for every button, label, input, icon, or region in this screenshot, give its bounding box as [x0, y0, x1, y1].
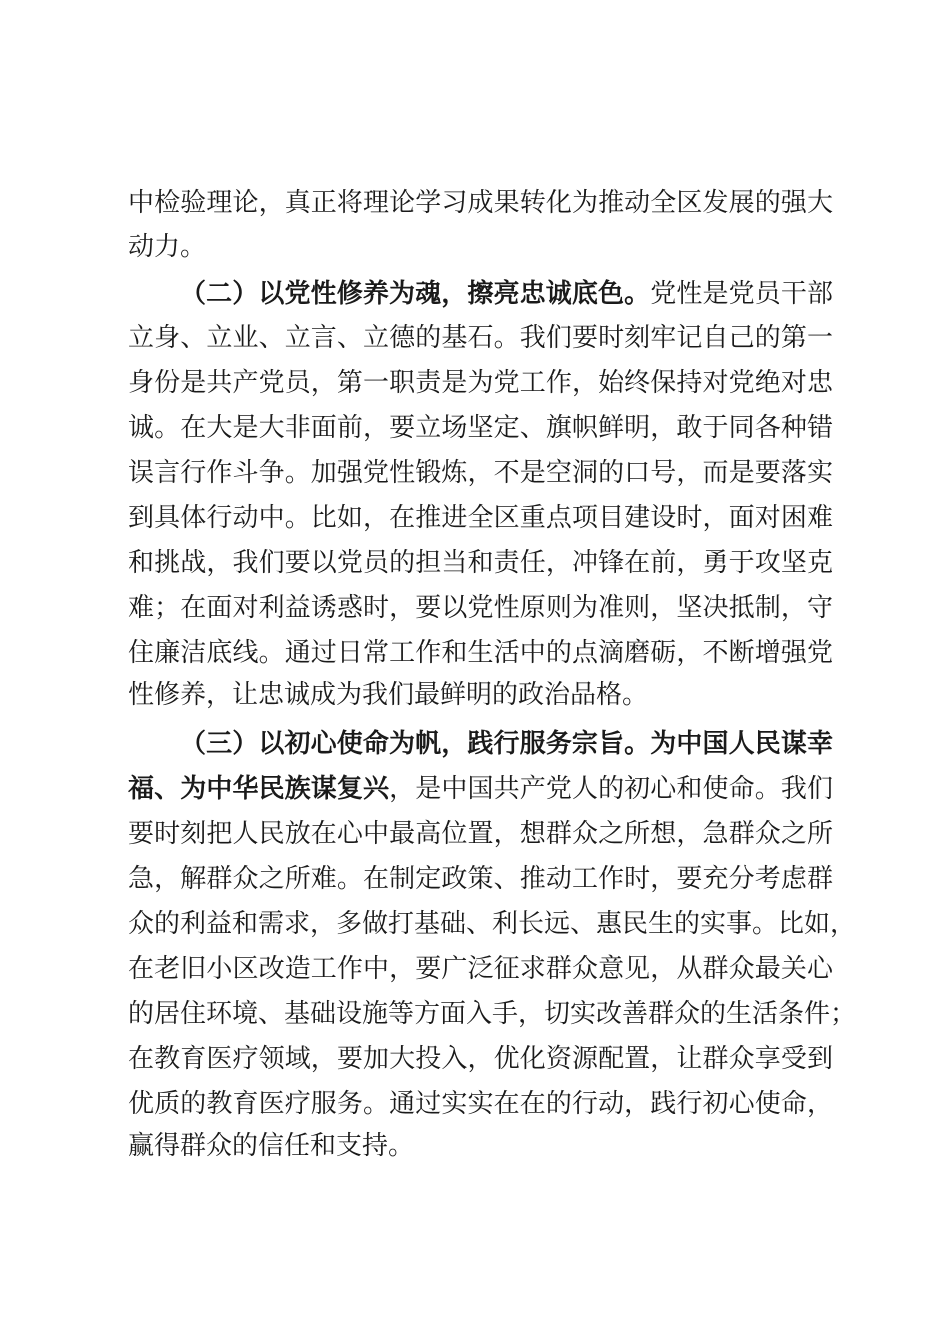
section-two-first-line: [180, 272, 833, 316]
section-three-heading: （三）以初心使命为帆，践行服务宗旨。为中国人民谋幸: [180, 729, 833, 759]
text-line: 中检验理论，真正将理论学习成果转化为推动全区发展的强大: [128, 188, 833, 218]
section-two-heading: （二）以党性修养为魂，擦亮忠诚底色。: [180, 279, 651, 309]
section-three-text: ，是中国共产党人的初心和使命。我们: [389, 774, 833, 804]
section-two-text: 党性是党员干部: [650, 279, 833, 309]
section-three-heading-cont: 福、为中华民族谋复兴: [128, 774, 390, 804]
text-line: 住廉洁底线。通过日常工作和生活中的点滴磨砺，不断增强党: [128, 638, 833, 668]
text-line: 诚。在大是大非面前，要立场坚定、旗帜鲜明，敢于同各种错: [128, 413, 833, 443]
section-three-second-line: [128, 767, 833, 811]
text-line: 动力。: [128, 232, 207, 262]
text-line: 赢得群众的信任和支持。: [128, 1131, 415, 1161]
text-line: 和挑战，我们要以党员的担当和责任，冲锋在前，勇于攻坚克: [128, 548, 833, 578]
text-line: 众的利益和需求，多做打基础、利长远、惠民生的实事。比如，: [128, 909, 857, 939]
text-line: 优质的教育医疗服务。通过实实在在的行动，践行初心使命，: [128, 1089, 833, 1119]
text-line: 误言行作斗争。加强党性锻炼，不是空洞的口号，而是要落实: [128, 458, 833, 488]
text-line: 的居住环境、基础设施等方面入手，切实改善群众的生活条件；: [128, 999, 857, 1029]
text-line: 在教育医疗领域，要加大投入，优化资源配置，让群众享受到: [128, 1044, 833, 1074]
text-line: 急，解群众之所难。在制定政策、推动工作时，要充分考虑群: [128, 864, 833, 894]
text-line: 性修养，让忠诚成为我们最鲜明的政治品格。: [128, 680, 649, 710]
text-line: 身份是共产党员，第一职责是为党工作，始终保持对党绝对忠: [128, 368, 833, 398]
text-line: 在老旧小区改造工作中，要广泛征求群众意见，从群众最关心: [128, 954, 833, 984]
text-line: 难；在面对利益诱惑时，要以党性原则为准则，坚决抵制，守: [128, 593, 833, 623]
text-line: 要时刻把人民放在心中最高位置，想群众之所想，急群众之所: [128, 819, 833, 849]
text-line: 立身、立业、立言、立德的基石。我们要时刻牢记自己的第一: [128, 323, 833, 353]
text-line: 到具体行动中。比如，在推进全区重点项目建设时，面对困难: [128, 503, 833, 533]
